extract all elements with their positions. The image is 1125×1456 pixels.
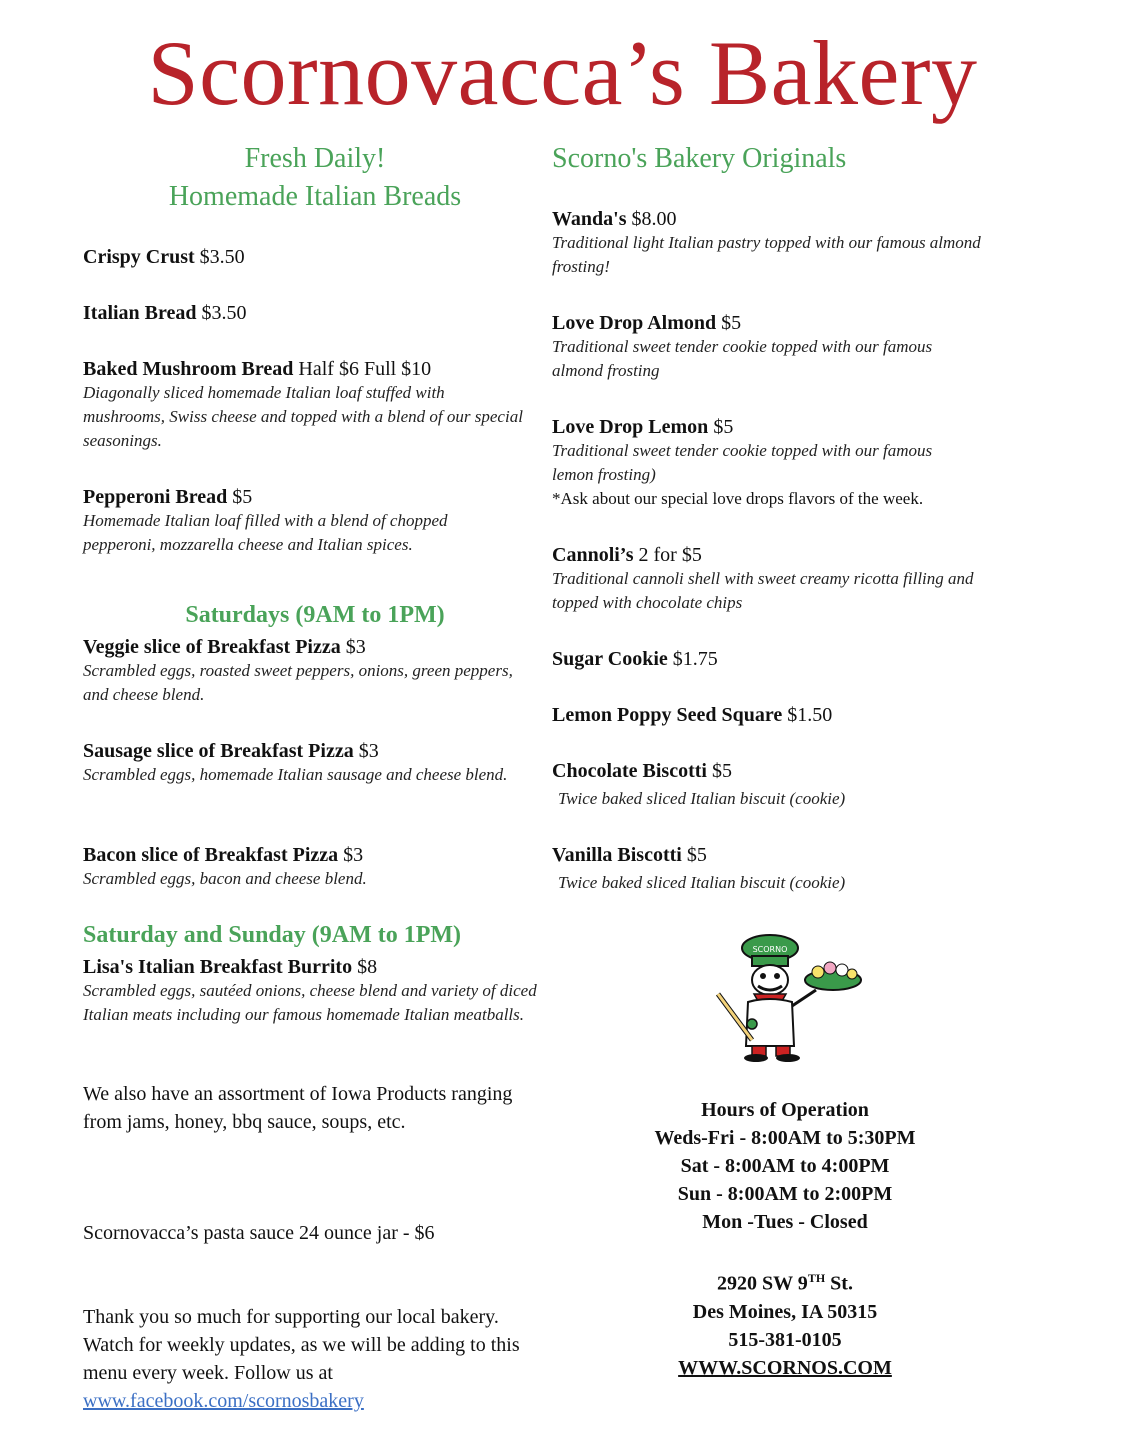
menu-item-lemon-poppy-seed bbox=[552, 703, 832, 727]
item-price: $5 bbox=[232, 486, 253, 508]
item-description: Scrambled eggs, roasted sweet peppers, onions, green peppers, and cheese blend. bbox=[83, 661, 513, 704]
thanks-message: Thank you so much for supporting our local bakery. Watch for weekly updates, as we will be adding to this menu every week. Follow us at bbox=[83, 1306, 520, 1384]
item-name: Baked Mushroom Bread bbox=[83, 358, 294, 380]
item-description: Traditional cannoli shell with sweet creamy ricotta filling and topped with chocolate chips bbox=[552, 569, 974, 612]
street-number: 2920 SW 9 bbox=[717, 1272, 808, 1295]
menu-item-sausage-pizza bbox=[83, 739, 538, 787]
item-name: Lemon Poppy Seed Square bbox=[552, 704, 783, 726]
item-price: $3 bbox=[358, 740, 379, 762]
menu-item-vanilla-biscotti bbox=[552, 843, 1022, 895]
pasta-sauce-text: Scornovacca’s pasta sauce 24 ounce jar - $6 bbox=[83, 1222, 435, 1244]
city-state-zip: Des Moines, IA 50315 bbox=[692, 1300, 878, 1323]
website-link[interactable]: WWW.SCORNOS.COM bbox=[678, 1356, 892, 1379]
hat-label: SCORNO bbox=[752, 945, 788, 954]
hours-of-operation bbox=[600, 1096, 970, 1382]
weekend-heading: Saturday and Sunday (9AM to 1PM) bbox=[83, 922, 462, 948]
item-price: $1.50 bbox=[787, 704, 833, 726]
chef-shoe-right bbox=[776, 1054, 800, 1062]
menu-item-love-drop-almond bbox=[552, 311, 952, 383]
item-name: Sugar Cookie bbox=[552, 648, 668, 670]
item-price: $3 bbox=[345, 636, 366, 658]
item-name: Cannoli’s bbox=[552, 544, 634, 566]
item-price: $3.50 bbox=[201, 302, 247, 324]
item-description: Scrambled eggs, sautéed onions, cheese blend and variety of diced Italian meats including our famous homemade Italian meatballs. bbox=[83, 981, 537, 1024]
item-name: Sausage slice of Breakfast Pizza bbox=[83, 740, 354, 762]
item-description: Traditional light Italian pastry topped with our famous almond frosting! bbox=[552, 233, 981, 276]
chef-shoe-left bbox=[744, 1054, 768, 1062]
item-description: Scrambled eggs, bacon and cheese blend. bbox=[83, 869, 367, 888]
phone-number: 515-381-0105 bbox=[728, 1328, 842, 1351]
item-price: $8.00 bbox=[631, 208, 677, 230]
saturdays-heading: Saturdays (9AM to 1PM) bbox=[185, 602, 445, 628]
item-note: *Ask about our special love drops flavors of the week. bbox=[552, 489, 924, 508]
item-price: $3 bbox=[343, 844, 364, 866]
item-name: Chocolate Biscotti bbox=[552, 760, 707, 782]
breads-heading-line: Homemade Italian Breads bbox=[168, 181, 462, 212]
originals-heading: Scorno's Bakery Originals bbox=[552, 143, 847, 174]
page-title: Scornovacca’s Bakery bbox=[147, 22, 978, 124]
menu-item-sugar-cookie bbox=[552, 647, 718, 671]
hours-line: Sat - 8:00AM to 4:00PM bbox=[680, 1155, 890, 1177]
hours-title: Hours of Operation bbox=[701, 1099, 869, 1121]
item-name: Crispy Crust bbox=[83, 246, 195, 268]
chef-eye-right bbox=[774, 973, 780, 979]
item-description: Scrambled eggs, homemade Italian sausage and cheese blend. bbox=[83, 765, 508, 784]
item-name: Love Drop Almond bbox=[552, 312, 717, 334]
fresh-daily-heading bbox=[83, 140, 547, 216]
facebook-link[interactable]: www.facebook.com/scornosbakery bbox=[83, 1390, 364, 1412]
menu-item-baked-mushroom-bread bbox=[83, 357, 523, 453]
menu-item-love-drop-lemon bbox=[552, 415, 1002, 511]
item-description: Diagonally sliced homemade Italian loaf stuffed with mushrooms, Swiss cheese and topped with a blend of our special seasonings. bbox=[83, 383, 523, 450]
menu-item-pepperoni-bread bbox=[83, 485, 523, 557]
item-description: Traditional sweet tender cookie topped with our famous lemon frosting) bbox=[552, 441, 933, 484]
iowa-products-text: We also have an assortment of Iowa Products ranging from jams, honey, bbq sauce, soups, etc. bbox=[83, 1083, 513, 1133]
item-price: $5 bbox=[721, 312, 742, 334]
cookie-icon bbox=[847, 969, 857, 979]
item-name: Italian Bread bbox=[83, 302, 197, 324]
menu-item-crispy-crust bbox=[83, 245, 245, 269]
cookie-icon bbox=[836, 964, 848, 976]
fresh-daily-line: Fresh Daily! bbox=[244, 143, 386, 174]
menu-item-veggie-pizza bbox=[83, 635, 528, 707]
menu-item-chocolate-biscotti bbox=[552, 759, 1022, 811]
item-name: Wanda's bbox=[552, 208, 627, 230]
item-price: $5 bbox=[713, 416, 734, 438]
item-description: Twice baked sliced Italian biscuit (cookie) bbox=[558, 789, 846, 808]
chef-hand bbox=[747, 1019, 757, 1029]
menu-item-breakfast-burrito bbox=[83, 955, 553, 1027]
street-address bbox=[600, 1264, 970, 1298]
item-price: $5 bbox=[686, 844, 707, 866]
menu-item-bacon-pizza bbox=[83, 843, 538, 891]
item-price: $3.50 bbox=[199, 246, 245, 268]
item-name: Love Drop Lemon bbox=[552, 416, 709, 438]
cookie-icon bbox=[812, 966, 824, 978]
thanks-text bbox=[83, 1303, 553, 1415]
chef-mascot-logo bbox=[708, 928, 868, 1064]
hours-line: Weds-Fri - 8:00AM to 5:30PM bbox=[654, 1127, 916, 1149]
item-name: Lisa's Italian Breakfast Burrito bbox=[83, 956, 353, 978]
menu-item-wandas bbox=[552, 207, 1012, 279]
cookie-icon bbox=[824, 962, 836, 974]
hours-line: Mon -Tues - Closed bbox=[702, 1211, 868, 1233]
item-name: Pepperoni Bread bbox=[83, 486, 228, 508]
item-price: $1.75 bbox=[672, 648, 718, 670]
item-name: Bacon slice of Breakfast Pizza bbox=[83, 844, 339, 866]
item-price: $5 bbox=[711, 760, 732, 782]
hours-line: Sun - 8:00AM to 2:00PM bbox=[677, 1183, 893, 1205]
chef-eye-left bbox=[760, 973, 766, 979]
item-price: 2 for $5 bbox=[638, 544, 702, 566]
street-ordinal: TH bbox=[807, 1271, 826, 1285]
item-name: Vanilla Biscotti bbox=[552, 844, 682, 866]
item-description: Homemade Italian loaf filled with a blend of chopped pepperoni, mozzarella cheese and Italian spices. bbox=[83, 511, 448, 554]
menu-item-italian-bread bbox=[83, 301, 247, 325]
item-price: $8 bbox=[357, 956, 378, 978]
item-price: Half $6 Full $10 bbox=[298, 358, 432, 380]
street-suffix: St. bbox=[830, 1272, 853, 1295]
chef-arm-right bbox=[792, 990, 816, 1006]
item-description: Twice baked sliced Italian biscuit (cookie) bbox=[558, 873, 846, 892]
menu-item-cannolis bbox=[552, 543, 1022, 615]
item-description: Traditional sweet tender cookie topped with our famous almond frosting bbox=[552, 337, 933, 380]
item-name: Veggie slice of Breakfast Pizza bbox=[83, 636, 341, 658]
